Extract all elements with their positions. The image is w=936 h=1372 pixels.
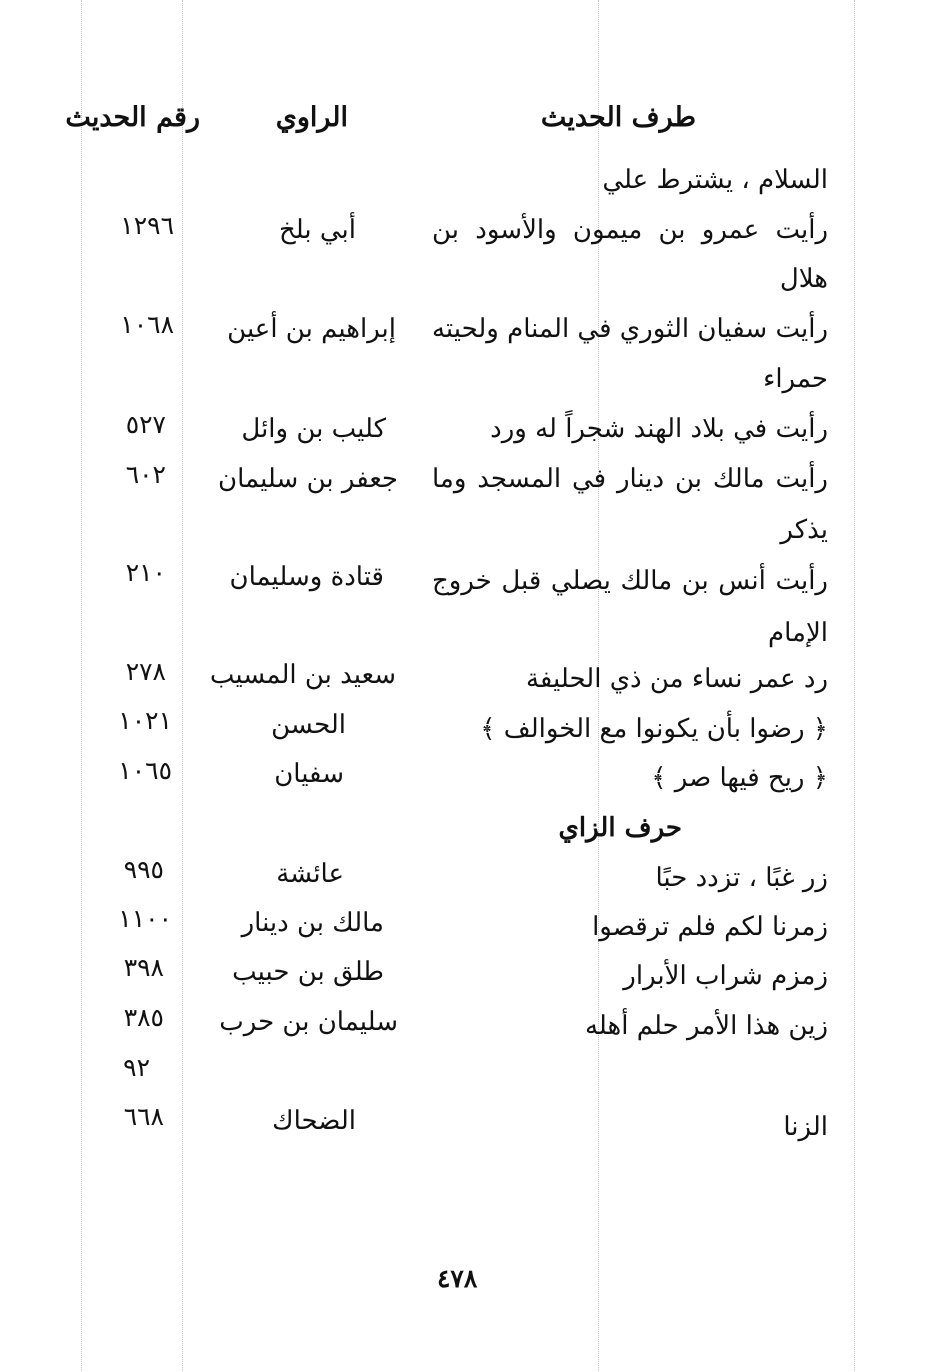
hadith-number: ١١٠٠ xyxy=(118,904,172,933)
narrator: الضحاك xyxy=(272,1106,356,1136)
hadith-number: ١٠٢١ xyxy=(118,706,172,735)
page-number: ٤٧٨ xyxy=(437,1264,478,1293)
narrator: عائشة xyxy=(276,859,344,889)
guide-line xyxy=(81,0,82,1372)
hadith-text: زين هذا الأمر حلم أهله xyxy=(584,1011,828,1041)
hadith-text: زمزم شراب الأبرار xyxy=(623,961,828,991)
hadith-text: رأيت أنس بن مالك يصلي قبل خروج xyxy=(432,566,828,596)
header-narrator: الراوي xyxy=(275,102,348,133)
hadith-text: يذكر xyxy=(780,515,828,545)
hadith-number: ١٠٦٥ xyxy=(118,756,172,785)
narrator: أبي بلخ xyxy=(278,215,356,245)
hadith-number: ٢١٠ xyxy=(125,558,166,587)
narrator: سعيد بن المسيب xyxy=(209,660,396,690)
hadith-text: رأيت في بلاد الهند شجراً له ورد xyxy=(490,414,828,444)
narrator: طلق بن حبيب xyxy=(232,957,384,987)
narrator: الحسن xyxy=(271,710,346,740)
hadith-number: ٢٧٨ xyxy=(125,657,166,686)
hadith-number: ٥٢٧ xyxy=(125,410,166,439)
hadith-number: ١٠٦٨ xyxy=(120,310,174,339)
section-heading: حرف الزاي xyxy=(558,813,682,843)
hadith-text: الزنا xyxy=(783,1112,828,1142)
hadith-text: رأيت عمرو بن ميمون والأسود بن xyxy=(432,215,828,245)
narrator: مالك بن دينار xyxy=(241,908,384,938)
hadith-text: رأيت سفيان الثوري في المنام ولحيته xyxy=(431,314,828,344)
hadith-number: ٦٠٢ xyxy=(125,460,166,489)
narrator: قتادة وسليمان xyxy=(229,562,384,592)
hadith-text: رأيت مالك بن دينار في المسجد وما xyxy=(432,464,828,494)
hadith-number: ١٢٩٦ xyxy=(120,211,174,240)
guide-line xyxy=(182,0,183,1372)
hadith-text: زر غبًا ، تزدد حبًا xyxy=(655,863,828,893)
hadith-text: هلال xyxy=(779,264,828,294)
hadith-number: ٦٦٨ xyxy=(123,1102,164,1131)
hadith-text: ﴿ رضوا بأن يكونوا مع الخوالف ﴾ xyxy=(480,714,828,744)
hadith-number: ٣٨٥ xyxy=(123,1003,164,1032)
hadith-number: ٣٩٨ xyxy=(123,953,164,982)
guide-line xyxy=(854,0,855,1372)
header-hadith: طرف الحديث xyxy=(540,102,696,133)
hadith-text: زمرنا لكم فلم ترقصوا xyxy=(592,912,828,942)
narrator: كليب بن وائل xyxy=(241,414,386,444)
hadith-text: رد عمر نساء من ذي الحليفة xyxy=(525,664,828,694)
hadith-text: حمراء xyxy=(763,364,828,394)
hadith-text: السلام ، يشترط علي xyxy=(602,165,828,195)
hadith-number: ٩٢ xyxy=(123,1053,150,1082)
hadith-text: الإمام xyxy=(768,618,828,648)
narrator: إبراهيم بن أعين xyxy=(227,314,396,344)
header-number: رقم الحديث xyxy=(65,102,200,133)
hadith-text: ﴿ ريح فيها صر ﴾ xyxy=(651,763,828,793)
narrator: سليمان بن حرب xyxy=(219,1007,398,1037)
hadith-number: ٩٩٥ xyxy=(123,855,164,884)
narrator: سفيان xyxy=(274,759,344,789)
narrator: جعفر بن سليمان xyxy=(218,464,398,494)
